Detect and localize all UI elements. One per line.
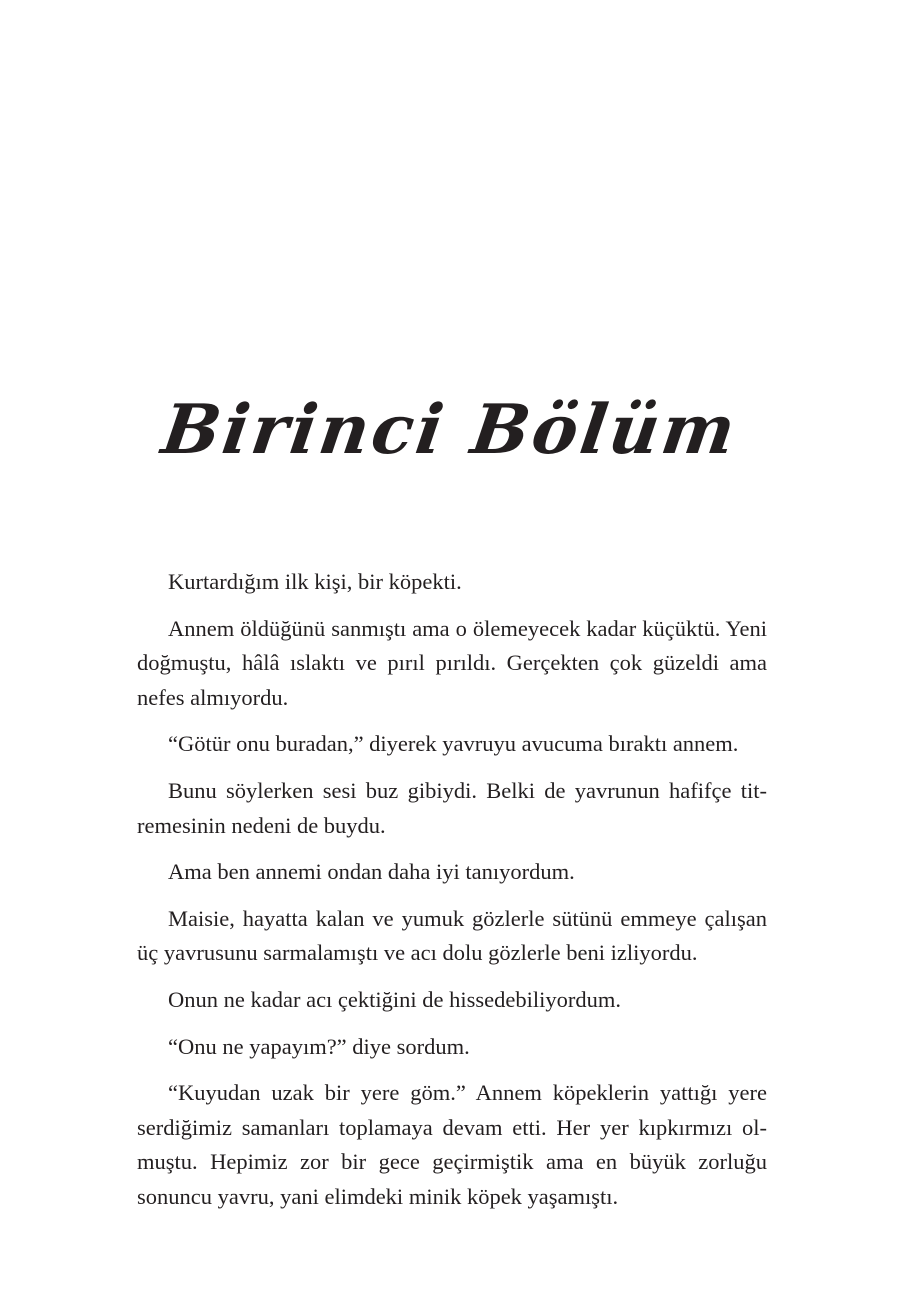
paragraph: Ama ben annemi ondan daha iyi tanıyordum. (168, 859, 575, 885)
chapter-body (137, 565, 767, 1215)
paragraph: “Kuyudan uzak bir yere göm.” Annem köpeklerin yattığı yere serdiğimiz samanları toplamaya devam etti. Her yer kıpkırmızı olmuştu. Hepimiz zor bir gece geçirmiştik ama en büyük zorluğu sonuncu yavru, yani elimdeki minik köpek yaşamıştı. (137, 1080, 767, 1209)
paragraph: Maisie, hayatta kalan ve yumuk gözlerle sütünü emmeye çalışan üç yavrusunu sarmalamıştı ve acı dolu gözlerle beni izliyordu. (137, 905, 767, 966)
paragraph: “Onu ne yapayım?” diye sordum. (168, 1033, 470, 1059)
paragraph: Bunu söylerken sesi buz gibiydi. Belki de yavrunun hafifçe titremesinin nedeni de buydu. (137, 777, 767, 838)
paragraph: Onun ne kadar acı çektiğini de hissedebiliyordum. (168, 986, 621, 1012)
paragraph: “Götür onu buradan,” diyerek yavruyu avucuma bıraktı annem. (168, 731, 739, 757)
paragraph: Kurtardığım ilk kişi, bir köpekti. (168, 569, 462, 594)
chapter-title: Birinci Bölüm (157, 389, 743, 470)
paragraph: Annem öldüğünü sanmıştı ama o ölemeyecek kadar küçüktü. Yeni doğmuştu, hâlâ ıslaktı ve pırıl pırıldı. Gerçekten çok güzeldi ama nefes almıyordu. (137, 615, 767, 710)
